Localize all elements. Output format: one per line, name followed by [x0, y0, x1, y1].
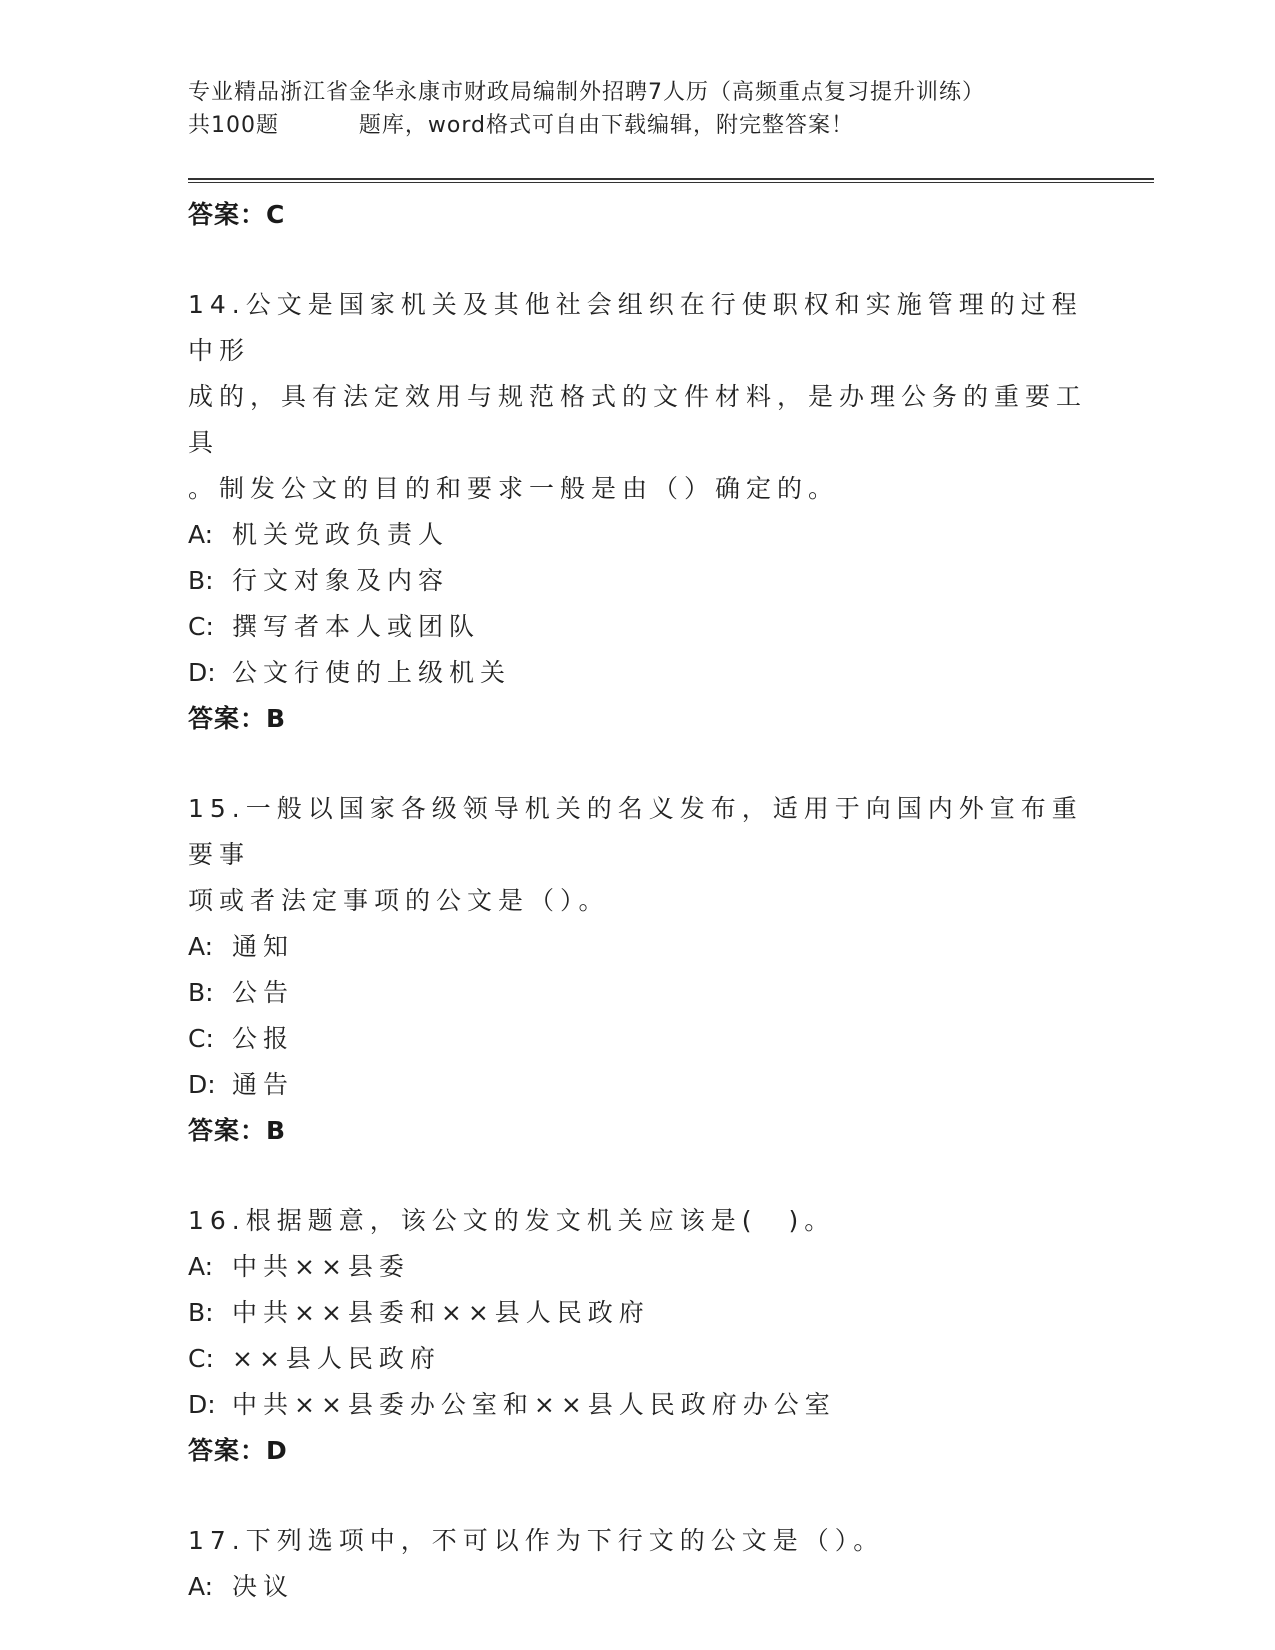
- option-key: B:: [188, 566, 214, 595]
- option-a: [188, 1244, 1088, 1290]
- option-key: D:: [188, 1070, 216, 1099]
- option-key: D:: [188, 1390, 216, 1419]
- question-text-line: 成的，具有法定效用与规范格式的文件材料，是办理公务的重要工具: [188, 382, 1088, 457]
- option-key: A:: [188, 1252, 214, 1281]
- question-text-line: 17.下列选项中，不可以作为下行文的公文是（）。: [188, 1526, 885, 1555]
- option-text: 通知: [232, 932, 295, 961]
- spacer: [188, 1154, 1088, 1198]
- option-key: A:: [188, 1572, 214, 1601]
- option-d: [188, 1062, 1088, 1108]
- question-block: [188, 1198, 1088, 1474]
- option-text: ××县人民政府: [232, 1344, 441, 1373]
- option-text: 公报: [232, 1024, 295, 1053]
- header-title: 专业精品浙江省金华永康市财政局编制外招聘7人历（高频重点复习提升训练）: [188, 80, 985, 105]
- option-text: 中共××县委办公室和××县人民政府办公室: [232, 1390, 836, 1419]
- answer-line: 答案：C: [188, 200, 286, 229]
- option-key: A:: [188, 932, 214, 961]
- option-text: 通告: [232, 1070, 295, 1099]
- spacer: [188, 1474, 1088, 1518]
- option-text: 公文行使的上级机关: [232, 658, 512, 687]
- option-key: A:: [188, 520, 214, 549]
- answer-line: 答案：B: [188, 704, 287, 733]
- header-subtitle: 共100题 题库，word格式可自由下载编辑，附完整答案！: [188, 113, 855, 138]
- question-text-line: 16.根据题意，该公文的发文机关应该是( )。: [188, 1206, 836, 1235]
- option-text: 公告: [232, 978, 295, 1007]
- option-key: D:: [188, 658, 216, 687]
- option-key: B:: [188, 1298, 214, 1327]
- spacer: [188, 238, 1088, 282]
- option-a: [188, 924, 1088, 970]
- answer-line: 答案：D: [188, 1436, 288, 1465]
- answer-line: 答案：B: [188, 1116, 287, 1145]
- option-text: 行文对象及内容: [232, 566, 450, 595]
- option-b: [188, 558, 1088, 604]
- question-block: [188, 786, 1088, 1154]
- question-text-line: 项或者法定事项的公文是（）。: [188, 886, 610, 915]
- header-divider: [188, 178, 1154, 183]
- option-c: [188, 1336, 1088, 1382]
- question-list: [188, 192, 1088, 1610]
- option-a: [188, 1564, 1088, 1610]
- question-text-line: 14.公文是国家机关及其他社会组织在行使职权和实施管理的过程中形: [188, 290, 1083, 365]
- option-c: [188, 604, 1088, 650]
- option-text: 机关党政负责人: [232, 520, 450, 549]
- option-text: 撰写者本人或团队: [232, 612, 481, 641]
- option-key: C:: [188, 612, 214, 641]
- option-d: [188, 1382, 1088, 1428]
- option-key: B:: [188, 978, 214, 1007]
- option-b: [188, 970, 1088, 1016]
- option-key: C:: [188, 1344, 214, 1373]
- question-text-line: 15.一般以国家各级领导机关的名义发布，适用于向国内外宣布重要事: [188, 794, 1083, 869]
- question-text-line: 。制发公文的目的和要求一般是由（）确定的。: [188, 474, 840, 503]
- option-a: [188, 512, 1088, 558]
- option-key: C:: [188, 1024, 214, 1053]
- question-block: [188, 1518, 1088, 1610]
- option-text: 中共××县委和××县人民政府: [232, 1298, 650, 1327]
- page-header: [188, 76, 1088, 142]
- question-block: [188, 282, 1088, 742]
- option-c: [188, 1016, 1088, 1062]
- option-text: 中共××县委: [232, 1252, 410, 1281]
- option-text: 决议: [232, 1572, 295, 1601]
- option-b: [188, 1290, 1088, 1336]
- spacer: [188, 742, 1088, 786]
- option-d: [188, 650, 1088, 696]
